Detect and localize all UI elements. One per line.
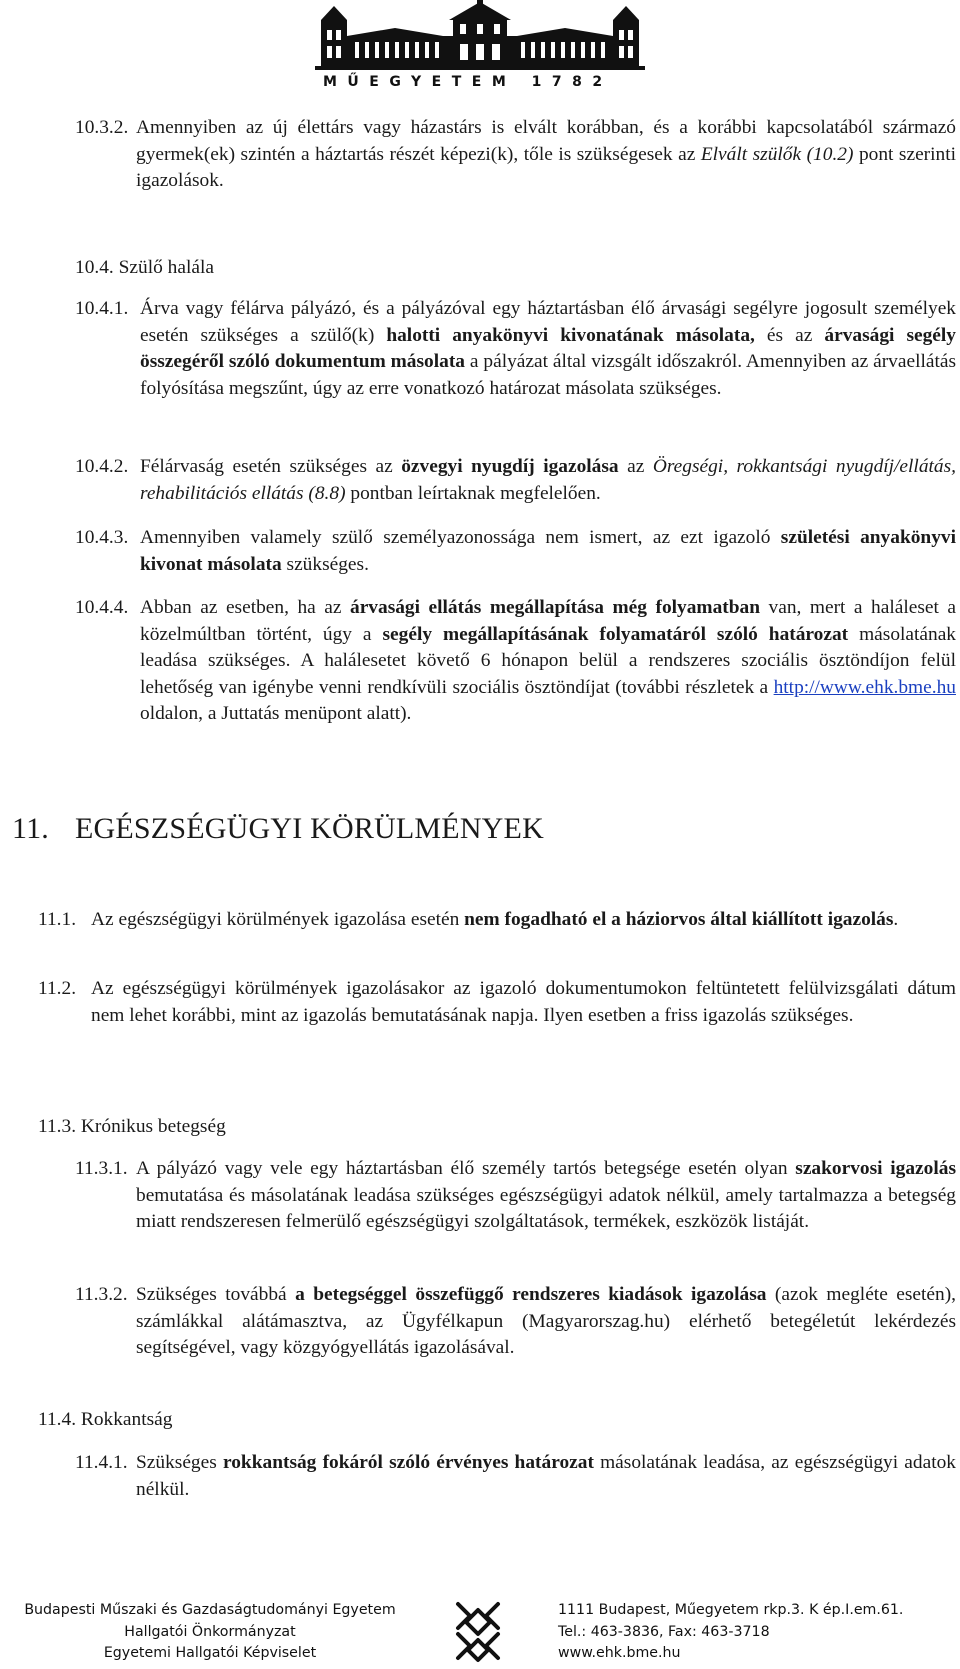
paragraph-11-3-1: A pályázó vagy vele egy háztartásban élő személy tartós betegsége esetén olyan szakorvosi igazolás bemutatása és másolatának leadása szükséges egészségügyi adatok nélkül, amely tartalmazza a betegség miatt rendszeresen felmerülő egészségügyi szolgáltatások, termékek, eszközök listáját.: [136, 1158, 956, 1232]
footer-left: [10, 1600, 410, 1665]
footer-website: www.ehk.bme.hu: [558, 1645, 681, 1661]
paragraph-11-1: Az egészségügyi körülmények igazolása esetén nem fogadható el a háziorvos által kiállított igazolás.: [91, 909, 899, 930]
section-heading-11-4: 11.4. Rokkantság: [38, 1409, 173, 1430]
item-number: 10.4.3.: [75, 527, 129, 548]
building-logo-icon: [315, 0, 645, 72]
chapter-number: 11.: [12, 812, 49, 845]
item-number: 11.4.1.: [75, 1452, 128, 1473]
item-number: 10.4.4.: [75, 597, 129, 618]
paragraph-10-3-2: Amennyiben az új élettárs vagy házastárs is elvált korábban, és a korábbi kapcsolatából származó gyermek(ek) szintén a háztartás részét képezi(k), tőle is szükségesek az Elvált szülők (10.2) pont szerinti igazolások.: [136, 117, 956, 191]
item-number: 11.1.: [38, 909, 77, 930]
ehk-link[interactable]: http://www.ehk.bme.hu: [773, 676, 956, 698]
paragraph-11-3-2: Szükséges továbbá a betegséggel összefüggő rendszeres kiadások igazolása (azok megléte esetén), számlákkal alátámasztva, az Ügyfélkapun (Magyarorszag.hu) elérhető betegéletút lekérdezés segítségével, vagy közgyógyellátás igazolásával.: [136, 1284, 957, 1358]
footer-phone: Tel.: 463-3836, Fax: 463-3718: [558, 1623, 770, 1640]
footer-representation: Egyetemi Hallgatói Képviselet: [103, 1645, 317, 1661]
footer-university: Budapesti Műszaki és Gazdaságtudományi Egyetem: [24, 1602, 396, 1618]
item-number: 11.3.1.: [75, 1158, 128, 1179]
paragraph-10-4-4: Abban az esetben, ha az árvasági ellátás megállapítása még folyamatban van, mert a haláleset a közelmúltban történt, úgy a segély megállapításának folyamatáról szóló határozat másolatának leadása szükséges. A halálesetet követő 6 hónapon belül a rendszeres szociális ösztöndíjon felül lehetőség van igénybe venni rendkívüli szociális ösztöndíjat (további részletek a http://www.ehk.bme.hu oldalon, a Juttatás menüpont alatt).: [140, 597, 956, 724]
paragraph-10-4-1: Árva vagy félárva pályázó, és a pályázóval egy háztartásban élő árvasági segélyre jogosult személyek esetén szükséges a szülő(k) halotti anyakönyvi kivonatának másolata, és az árvasági segély összegéről szóló dokumentum másolata a pályázat által vizsgált időszakról. Amennyiben az árvaellátás folyósítása megszűnt, úgy az erre vonatkozó határozat másolata szükséges.: [140, 298, 957, 399]
ehk-emblem-icon: [448, 1598, 508, 1664]
paragraph-11-2: Az egészségügyi körülmények igazolásakor az igazoló dokumentumokon feltüntetett felülvizsgálati dátum nem lehet korábbi, mint az igazolás bemutatásának napja. Ilyen esetben a friss igazolás szükséges.: [91, 978, 956, 1026]
item-number: 10.4.2.: [75, 456, 129, 477]
item-number: 11.2.: [38, 978, 77, 999]
footer-address: 1111 Budapest, Műegyetem rkp.3. K ép.I.em.61.: [558, 1602, 904, 1618]
university-logo: [315, 0, 645, 92]
item-number: 10.3.2.: [75, 117, 129, 138]
footer-right: [558, 1600, 958, 1665]
section-heading-10-4: 10.4. Szülő halála: [75, 257, 214, 278]
footer-council: Hallgatói Önkormányzat: [124, 1623, 296, 1640]
item-number: 10.4.1.: [75, 298, 129, 319]
chapter-title: EGÉSZSÉGÜGYI KÖRÜLMÉNYEK: [75, 812, 544, 845]
section-heading-11-3: 11.3. Krónikus betegség: [38, 1116, 226, 1137]
paragraph-11-4-1: Szükséges rokkantság fokáról szóló érvényes határozat másolatának leadása, az egészségügyi adatok nélkül.: [136, 1452, 956, 1500]
paragraph-10-4-2: Félárvaság esetén szükséges az özvegyi nyugdíj igazolása az Öregségi, rokkantsági nyugdíj/ellátás, rehabilitációs ellátás (8.8) pontban leírtaknak megfelelően.: [140, 456, 956, 504]
paragraph-10-4-3: Amennyiben valamely szülő személyazonossága nem ismert, az ezt igazoló születési anyakönyvi kivonat másolata szükséges.: [140, 527, 956, 575]
item-number: 11.3.2.: [75, 1284, 128, 1305]
logo-caption: MŰEGYETEM 1782: [323, 74, 613, 90]
